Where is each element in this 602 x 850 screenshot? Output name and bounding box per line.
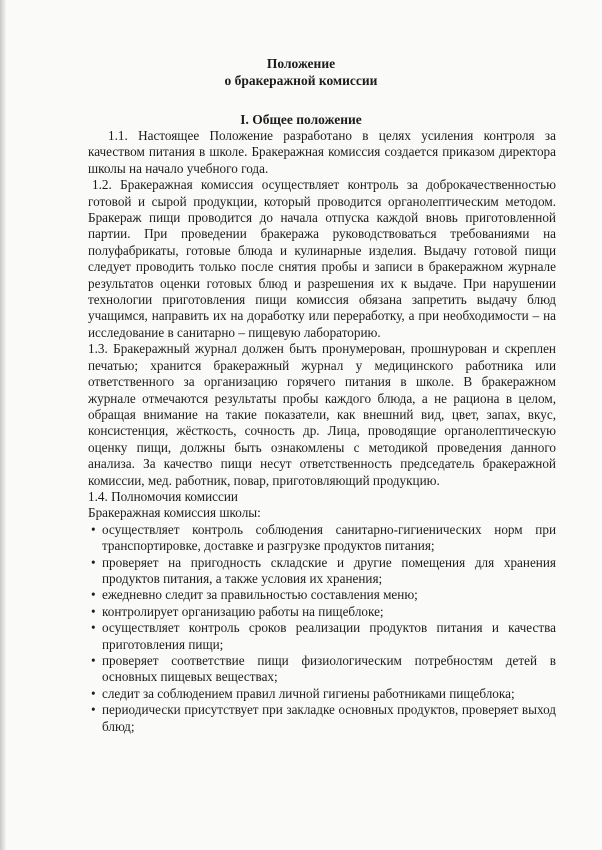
- bullet-icon: •: [91, 521, 96, 537]
- section-heading: I. Общее положение: [240, 112, 362, 127]
- paragraph-1-3: 1.3. Бракеражный журнал должен быть пронумерован, прошнурован и скреплен печатью; хранится бракеражный журнал у медицинского работника или ответственного за организацию горячего питания в школе. В бракеражном журнале отмечаются результаты пробы каждого блюда, а не рациона в целом, обращая внимание на такие показатели, как внешний вид, цвет, запах, вкус, консистенция, жёсткость, сочность др. Лица, проводящие органолептическую оценку пищи, должны быть ознакомлены с методикой проведения данного анализа. За качество пищи несут ответственность председатель бракеражной комиссии, мед. работник, повар, приготовляющий продукцию.: [88, 341, 556, 488]
- document-body: [88, 128, 556, 735]
- bullet-icon: •: [91, 554, 96, 570]
- list-item: • ежедневно следит за правильностью составления меню;: [91, 587, 418, 603]
- bullet-icon: •: [91, 653, 96, 668]
- paragraph-1-1: 1.1. Настоящее Положение разработано в целях усиления контроля за качеством питания в школе. Бракеражная комиссия создается приказом директора школы на начало учебного года.: [88, 128, 556, 176]
- paragraph-commission-intro: Бракеражная комиссия школы:: [88, 505, 261, 521]
- bullet-icon: •: [91, 587, 96, 603]
- list-item: • периодически присутствует при закладке основных продуктов, проверяет выход блюд;: [91, 702, 556, 734]
- list-item: • осуществляет контроль соблюдения санитарно-гигиенических норм при транспортировке, доставке и разгрузке продуктов питания;: [91, 521, 556, 554]
- powers-list: [88, 522, 556, 735]
- document-title: Положение: [266, 56, 336, 71]
- list-item: • проверяет на пригодность складские и другие помещения для хранения продуктов питания, а также условия их хранения;: [91, 554, 556, 586]
- bullet-icon: •: [91, 620, 96, 636]
- list-item: • проверяет соответствие пищи физиологическим потребностям детей в основных пищевых веществах;: [91, 653, 556, 685]
- list-item: • осуществляет контроль сроков реализации продуктов питания и качества приготовления пищи;: [91, 620, 556, 652]
- list-item: • контролирует организацию работы на пищеблоке;: [91, 603, 384, 619]
- bullet-icon: •: [91, 685, 96, 701]
- document-subtitle: о бракеражной комиссии: [224, 73, 378, 88]
- bullet-icon: •: [91, 603, 96, 619]
- paragraph-1-2: 1.2. Бракеражная комиссия осуществляет контроль за доброкачественностью готовой и сырой продукции, который проводится органолептическим методом. Бракераж пищи проводится до начала отпуска каждой вновь приготовленной партии. При проведении бракеража руководствоваться требованиями на полуфабрикаты, готовые блюда и кулинарные изделия. Выдачу готовой пищи следует проводить только после снятия пробы и записи в бракеражном журнале результатов оценки готовых блюд и разрешения их к выдаче. При нарушении технологии приготовления пищи комиссия обязана запретить выдачу блюд учащимся, направить их на доработку или переработку, а при необходимости – на исследование в санитарно – пищевую лабораторию.: [88, 177, 556, 340]
- bullet-icon: •: [91, 702, 96, 718]
- list-item: • следит за соблюдением правил личной гигиены работниками пищеблока;: [91, 685, 515, 701]
- paragraph-1-4: 1.4. Полномочия комиссии: [88, 488, 238, 504]
